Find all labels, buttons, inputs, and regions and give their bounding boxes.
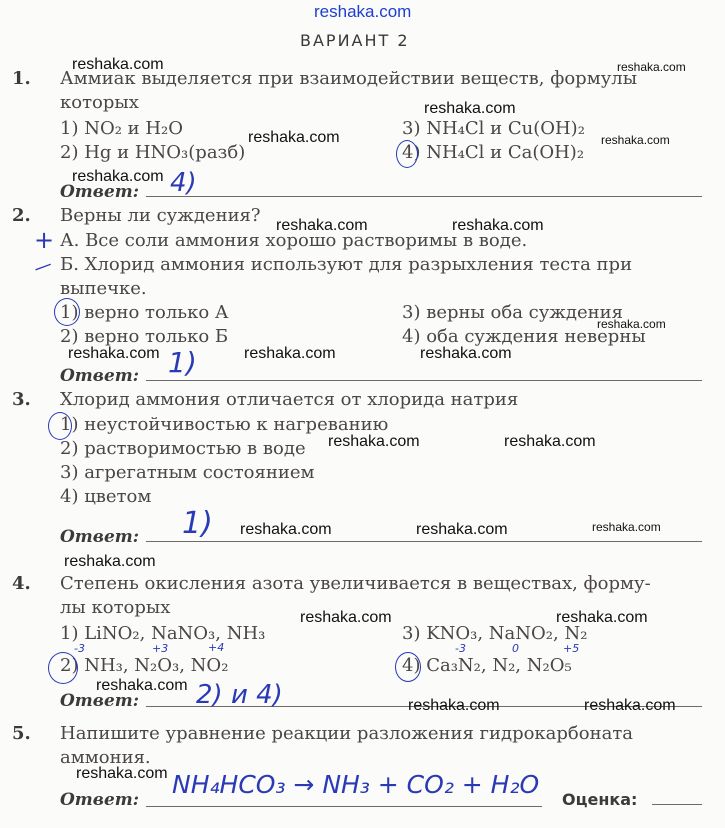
q4-hand-answer: 2) и 4): [196, 680, 283, 710]
q4-option-4: 4) Ca₃N₂, N₂, N₂O₅: [402, 655, 572, 676]
q3-option-1: 1) неустойчивостью к нагреванию: [60, 414, 389, 435]
watermark: reshaka.com: [276, 217, 368, 234]
q3-number: 3.: [12, 389, 31, 410]
watermark: reshaka.com: [408, 697, 500, 714]
q1-hand-answer: 4): [170, 168, 197, 198]
q1-option-3: 3) NH₄Cl и Cu(OH)₂: [402, 118, 585, 139]
q2-mark-a: +: [34, 226, 55, 254]
q2-option-3: 3) верны оба суждения: [402, 302, 623, 323]
q4-text: Степень окисления азота увеличивается в веществах, форму-: [60, 573, 651, 594]
selected-circle-mark: [54, 298, 80, 326]
q2-statement-a: А. Все соли аммония хорошо растворимы в воде.: [60, 230, 528, 251]
watermark: reshaka.com: [76, 765, 168, 782]
q5-answer-label: Ответ:: [60, 790, 140, 810]
q2-mark-b: —: [30, 253, 56, 280]
watermark: reshaka.com: [96, 677, 188, 694]
q4-text: лы которых: [60, 597, 171, 618]
q4-ox-state: +5: [563, 642, 580, 655]
q4-option-1: 1) LiNO₂, NaNO₃, NH₃: [60, 623, 266, 644]
watermark: reshaka.com: [424, 100, 516, 117]
q2-option-1: 1) верно только А: [60, 302, 229, 323]
watermark: reshaka.com: [244, 345, 336, 362]
watermark: reshaka.com: [72, 56, 164, 73]
q2-option-4: 4) оба суждения неверны: [402, 326, 646, 347]
q4-ox-state: -3: [455, 642, 466, 655]
q5-text: аммония.: [60, 747, 151, 768]
q2-statement-b: Б. Хлорид аммония используют для разрыхления теста при: [60, 254, 633, 275]
q4-option-2: 2) NH₃, N₂O₃, NO₂: [60, 655, 229, 676]
q1-option-2: 2) Hg и HNO₃(разб): [60, 142, 246, 163]
watermark: reshaka.com: [504, 433, 596, 450]
watermark: reshaka.com: [68, 345, 160, 362]
q3-answer-line: [146, 541, 702, 542]
watermark: reshaka.com: [584, 697, 676, 714]
grade-label: Оценка:: [562, 790, 638, 809]
q4-answer-label: Ответ:: [60, 691, 140, 711]
q2-answer-label: Ответ:: [60, 366, 140, 386]
q1-option-1: 1) NO₂ и H₂O: [60, 118, 184, 139]
q3-option-2: 2) растворимостью в воде: [60, 438, 306, 459]
selected-circle-mark: [395, 652, 421, 682]
watermark: reshaka.com: [452, 217, 544, 234]
q3-answer-label: Ответ:: [60, 527, 140, 547]
watermark: reshaka.com: [64, 553, 156, 570]
q1-text: которых: [60, 92, 139, 113]
watermark: reshaka.com: [592, 520, 661, 534]
q4-ox-state: +4: [208, 641, 225, 654]
selected-circle-mark: [48, 652, 78, 684]
q4-ox-state: 0: [512, 642, 519, 655]
watermark: reshaka.com: [416, 521, 508, 538]
q1-number: 1.: [12, 68, 31, 89]
selected-circle-mark: [396, 140, 418, 168]
q3-option-3: 3) агрегатным состоянием: [60, 462, 315, 483]
q3-text: Хлорид аммония отличается от хлорида натрия: [60, 389, 519, 410]
q3-option-4: 4) цветом: [60, 486, 152, 507]
q2-statement-b: выпечке.: [60, 278, 147, 299]
grade-field[interactable]: [652, 804, 702, 805]
q2-number: 2.: [12, 205, 31, 226]
q1-text: Аммиак выделяется при взаимодействии веществ, формулы: [60, 68, 638, 89]
q4-ox-state: +3: [152, 642, 169, 655]
q3-hand-answer: 1): [182, 506, 213, 541]
q5-answer-line: [146, 806, 542, 807]
watermark: reshaka.com: [617, 60, 686, 74]
selected-circle-mark: [48, 412, 72, 440]
q1-answer-label: Ответ:: [60, 182, 140, 202]
watermark: reshaka.com: [556, 609, 648, 626]
watermark: reshaka.com: [72, 168, 164, 185]
watermark: reshaka.com: [328, 433, 420, 450]
q5-hand-answer: NH₄HCO₃ → NH₃ + CO₂ + H₂O: [172, 770, 540, 799]
variant-title: ВАРИАНТ 2: [300, 31, 410, 50]
q4-ox-state: -3: [74, 642, 85, 655]
q2-hand-answer: 1): [168, 346, 197, 379]
watermark: reshaka.com: [601, 133, 670, 147]
q2-text: Верны ли суждения?: [60, 205, 261, 226]
watermark: reshaka.com: [248, 129, 340, 146]
q4-number: 4.: [12, 573, 31, 594]
q5-text: Напишите уравнение реакции разложения гидрокарбоната: [60, 723, 634, 744]
q2-option-2: 2) верно только Б: [60, 326, 229, 347]
watermark: reshaka.com: [300, 609, 392, 626]
site-link[interactable]: reshaka.com: [314, 2, 412, 21]
watermark: reshaka.com: [597, 317, 666, 331]
watermark: reshaka.com: [240, 521, 332, 538]
q5-number: 5.: [12, 723, 31, 744]
q1-option-4: 4) NH₄Cl и Ca(OH)₂: [402, 142, 585, 163]
q4-option-3: 3) KNO₃, NaNO₂, N₂: [402, 623, 588, 644]
q2-answer-line: [146, 380, 702, 381]
watermark: reshaka.com: [420, 345, 512, 362]
q1-answer-line: [146, 196, 702, 197]
